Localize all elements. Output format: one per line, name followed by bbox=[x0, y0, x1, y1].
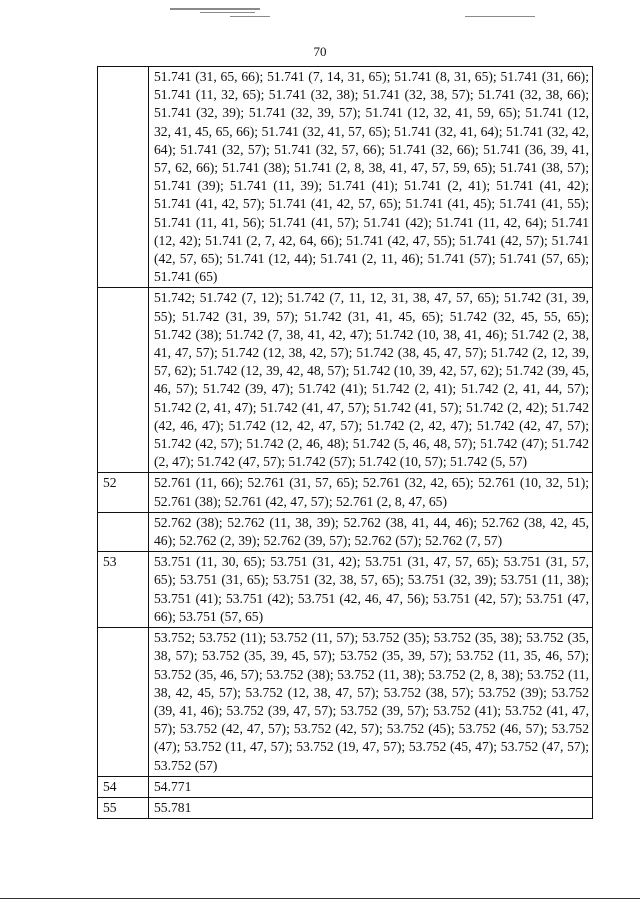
codes-cell: 52.762 (38); 52.762 (11, 38, 39); 52.762 (38, 41, 44, 46); 52.762 (38, 42, 45, 46); 52.762 (2, 39); 52.762 (39, 57); 52.762 (57); 52.762 (7, 57) bbox=[149, 512, 593, 551]
table-row bbox=[98, 473, 593, 512]
scan-artifact-mark bbox=[465, 16, 535, 17]
codes-cell: 53.752; 53.752 (11); 53.752 (11, 57); 53.752 (35); 53.752 (35, 38); 53.752 (35, 38, 57); 53.752 (35, 39, 45, 57); 53.752 (35, 39, 57); 53.752 (11, 35, 46, 57); 53.752 (35, 46, 57); 53.752 (38); 53.752 (11, 38); 53.752 (2, 8, 38); 53.752 (11, 38, 42, 45, 57); 53.752 (12, 38, 47, 57); 53.752 (38, 57); 53.752 (39); 53.752 (39, 41, 46); 53.752 (39, 47, 57); 53.752 (39, 57); 53.752 (41); 53.752 (41, 47, 57); 53.752 (42, 47, 57); 53.752 (42, 57); 53.752 (45); 53.752 (46, 57); 53.752 (47); 53.752 (11, 47, 57); 53.752 (19, 47, 57); 53.752 (45, 47); 53.752 (47, 57); 53.752 (57) bbox=[149, 628, 593, 777]
codes-cell: 54.771 bbox=[149, 776, 593, 797]
codes-table bbox=[97, 66, 593, 819]
codes-cell: 51.741 (31, 65, 66); 51.741 (7, 14, 31, 65); 51.741 (8, 31, 65); 51.741 (31, 66); 51.741 (11, 32, 65); 51.741 (32, 38); 51.741 (32, 38, 57); 51.741 (32, 38, 66); 51.741 (32, 39); 51.741 (32, 39, 57); 51.741 (12, 32, 41, 59, 65); 51.741 (12, 32, 41, 45, 65, 66); 51.741 (32, 41, 57, 65); 51.741 (32, 41, 64); 51.741 (32, 42, 64); 51.741 (32, 57); 51.741 (32, 57, 66); 51.741 (32, 66); 51.741 (36, 39, 41, 57, 62, 66); 51.741 (38); 51.741 (2, 8, 38, 41, 47, 57, 59, 65); 51.741 (38, 57); 51.741 (39); 51.741 (11, 39); 51.741 (41); 51.741 (2, 41); 51.741 (41, 42); 51.741 (41, 42, 57); 51.741 (41, 42, 57, 65); 51.741 (41, 45); 51.741 (41, 55); 51.741 (11, 41, 56); 51.741 (41, 57); 51.741 (42); 51.741 (11, 42, 64); 51.741 (12, 42); 51.741 (2, 7, 42, 64, 66); 51.741 (42, 47, 55); 51.741 (42, 57); 51.741 (42, 57, 65); 51.741 (12, 44); 51.741 (2, 11, 46); 51.741 (57); 51.741 (57, 65); 51.741 (65) bbox=[149, 67, 593, 288]
row-number: 55 bbox=[98, 797, 149, 818]
table-row bbox=[98, 628, 593, 777]
row-number: 52 bbox=[98, 473, 149, 512]
row-number: 53 bbox=[98, 552, 149, 628]
table-row bbox=[98, 288, 593, 473]
table-row bbox=[98, 776, 593, 797]
codes-cell: 51.742; 51.742 (7, 12); 51.742 (7, 11, 12, 31, 38, 47, 57, 65); 51.742 (31, 39, 55); 51.742 (31, 39, 57); 51.742 (31, 41, 45, 65); 51.742 (32, 45, 55, 65); 51.742 (38); 51.742 (7, 38, 41, 42, 47); 51.742 (10, 38, 41, 46); 51.742 (2, 38, 41, 47, 57); 51.742 (12, 38, 42, 57); 51.742 (38, 45, 47, 57); 51.742 (2, 12, 39, 57, 62); 51.742 (12, 39, 42, 48, 57); 51.742 (10, 39, 42, 57, 62); 51.742 (39, 45, 46, 57); 51.742 (39, 47); 51.742 (41); 51.742 (2, 41); 51.742 (2, 41, 44, 57); 51.742 (2, 41, 47); 51.742 (41, 47, 57); 51.742 (41, 57); 51.742 (2, 42); 51.742 (42, 46, 47); 51.742 (12, 42, 47, 57); 51.742 (2, 42, 47); 51.742 (42, 47, 57); 51.742 (42, 57); 51.742 (2, 46, 48); 51.742 (5, 46, 48, 57); 51.742 (47); 51.742 (2, 47); 51.742 (47, 57); 51.742 (57); 51.742 (10, 57); 51.742 (5, 57) bbox=[149, 288, 593, 473]
scan-artifact-mark bbox=[200, 12, 255, 13]
table-row bbox=[98, 67, 593, 288]
page-bottom-edge bbox=[0, 898, 640, 899]
page-number: 70 bbox=[313, 44, 327, 59]
table-row bbox=[98, 797, 593, 818]
codes-cell: 53.751 (11, 30, 65); 53.751 (31, 42); 53.751 (31, 47, 57, 65); 53.751 (31, 57, 65); 53.751 (31, 65); 53.751 (32, 38, 57, 65); 53.751 (32, 39); 53.751 (11, 38); 53.751 (41); 53.751 (42); 53.751 (42, 46, 47, 56); 53.751 (42, 57); 53.751 (47, 66); 53.751 (57, 65) bbox=[149, 552, 593, 628]
codes-cell: 52.761 (11, 66); 52.761 (31, 57, 65); 52.761 (32, 42, 65); 52.761 (10, 32, 51); 52.761 (38); 52.761 (42, 47, 57); 52.761 (2, 8, 47, 65) bbox=[149, 473, 593, 512]
table-row bbox=[98, 512, 593, 551]
table-row bbox=[98, 552, 593, 628]
scan-artifact-mark bbox=[230, 16, 270, 17]
row-number: 54 bbox=[98, 776, 149, 797]
row-number bbox=[98, 288, 149, 473]
scan-artifact-mark bbox=[170, 8, 260, 10]
codes-cell: 55.781 bbox=[149, 797, 593, 818]
row-number bbox=[98, 512, 149, 551]
row-number bbox=[98, 67, 149, 288]
row-number bbox=[98, 628, 149, 777]
